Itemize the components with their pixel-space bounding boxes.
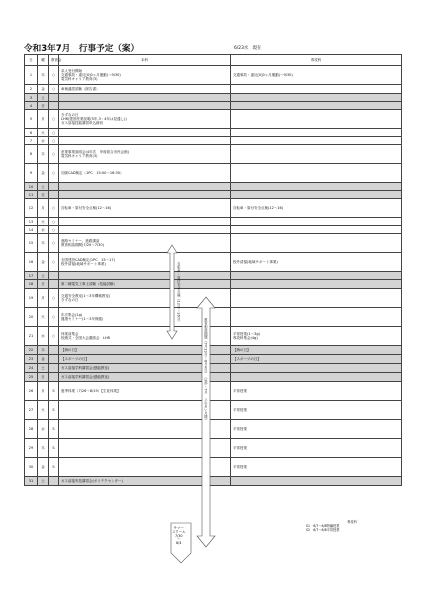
weekday-cell: 水 xyxy=(38,420,49,439)
main-course-cell xyxy=(59,129,231,137)
day-cell: 3 xyxy=(25,94,38,102)
table-row xyxy=(25,183,402,191)
main-course-cell xyxy=(59,164,231,183)
legend-title: 専攻科 xyxy=(347,520,357,524)
table-row xyxy=(25,218,402,226)
teacher-cell: ○ xyxy=(49,66,59,85)
main-course-cell xyxy=(59,85,231,94)
teacher-cell: S xyxy=(49,439,59,458)
advanced-course-cell xyxy=(231,382,402,401)
advanced-course-cell xyxy=(231,280,402,289)
table-row xyxy=(25,110,402,129)
event-line: 【海の日】 xyxy=(233,348,251,352)
main-course-cell xyxy=(59,66,231,85)
weekday-cell: 水 xyxy=(38,327,49,346)
advanced-course-cell xyxy=(231,253,402,272)
day-cell: 2 xyxy=(25,85,38,94)
weekday-cell: 木 xyxy=(38,346,49,355)
weekday-cell: 金 xyxy=(38,458,49,477)
teacher-cell xyxy=(49,364,59,373)
teacher-cell: ○ xyxy=(49,226,59,234)
event-line: 【スポーツの日】 xyxy=(233,357,261,361)
event-line: 平常授業(1～3g) xyxy=(233,332,260,336)
as-of-date: 6/23水 現在 xyxy=(234,46,262,51)
day-cell: 13 xyxy=(25,218,38,226)
teacher-cell: ○ xyxy=(49,145,59,164)
weekday-cell: 木 xyxy=(38,234,49,253)
teacher-cell: S xyxy=(49,420,59,439)
table-row xyxy=(25,272,402,280)
day-cell: 24 xyxy=(25,364,38,373)
teacher-cell xyxy=(49,280,59,289)
summer-school-note xyxy=(172,527,186,546)
event-line: 校納式・全国大会激励会 LHR xyxy=(61,336,111,340)
day-cell: 8 xyxy=(25,145,38,164)
day-cell: 14 xyxy=(25,226,38,234)
table-row xyxy=(25,102,402,110)
event-line: 交通事故・違反[0]0ヵ月運動(～9/30) xyxy=(61,73,121,77)
advanced-course-cell xyxy=(231,102,402,110)
event-line: 専攻科集会(4g) xyxy=(233,336,258,340)
advanced-course-cell xyxy=(231,289,402,308)
table-row xyxy=(25,164,402,183)
summer-line: 7/30 xyxy=(174,533,183,538)
event-line: 平常授業 xyxy=(233,408,247,412)
weekday-cell: 火 xyxy=(38,218,49,226)
table-row xyxy=(25,226,402,234)
event-line: 初級CAD検定（1PC 15:00～16:30） xyxy=(61,171,124,175)
advanced-course-cell xyxy=(231,183,402,191)
weekday-cell: 金 xyxy=(38,355,49,364)
page-title: 令和3年7月 行事予定（案） xyxy=(24,44,140,54)
weekday-cell: 土 xyxy=(38,94,49,102)
main-course-cell xyxy=(59,234,231,253)
arrow2-note: 教育相談期間（7月20日～8月4日） （3部～7月 ふれあい月間） xyxy=(203,318,208,423)
advanced-course-cell xyxy=(231,218,402,226)
day-cell: 22 xyxy=(25,346,38,355)
teacher-cell: ○ xyxy=(49,137,59,145)
table-row xyxy=(25,94,402,102)
main-course-cell xyxy=(59,145,231,164)
advanced-course-cell xyxy=(231,226,402,234)
weekday-cell: 土 xyxy=(38,364,49,373)
event-line: 求人受付開始 xyxy=(61,69,82,73)
teacher-cell: ○ xyxy=(49,234,59,253)
main-course-cell xyxy=(59,218,231,226)
table-header-row xyxy=(25,55,402,66)
main-course-cell xyxy=(59,137,231,145)
event-line: 平常授業 xyxy=(233,446,247,450)
weekday-cell: 金 xyxy=(38,164,49,183)
day-cell: 29 xyxy=(25,439,38,458)
advanced-course-cell xyxy=(231,66,402,85)
event-line: 電気科キャリア教育(3) xyxy=(61,77,98,81)
event-line: ガス溶接実技講習会(ポリテクセンター) xyxy=(61,479,123,483)
weekday-cell: 土 xyxy=(38,272,49,280)
header-weekday: 曜 xyxy=(38,55,49,66)
advanced-course-cell xyxy=(231,373,402,382)
advanced-course-cell xyxy=(231,110,402,129)
day-cell: 16 xyxy=(25,253,38,272)
header-day: 日 xyxy=(25,55,38,66)
teacher-cell: S xyxy=(49,401,59,420)
weekday-cell: 日 xyxy=(38,373,49,382)
teacher-cell: ○ xyxy=(49,110,59,129)
event-line: 休業前集会 xyxy=(61,332,79,336)
day-cell: 21 xyxy=(25,327,38,346)
event-line: 【スポーツの日】 xyxy=(61,357,89,361)
day-cell: 30 xyxy=(25,458,38,477)
advanced-course-cell xyxy=(231,199,402,218)
teacher-cell: ○ xyxy=(49,129,59,137)
summer-line: スクール xyxy=(172,529,186,534)
header-advanced-course: 専攻科 xyxy=(231,55,402,66)
teacher-cell: ○ xyxy=(49,164,59,183)
event-line: 産業事業説明会(4年次 甲府総合市民会館) xyxy=(61,150,129,154)
day-cell: 27 xyxy=(25,401,38,420)
day-cell: 25 xyxy=(25,373,38,382)
day-cell: 18 xyxy=(25,280,38,289)
event-line: 校外清掃(地域サポート事業) xyxy=(233,260,278,264)
event-line: きずなの日 xyxy=(61,298,79,302)
weekday-cell: 火 xyxy=(38,401,49,420)
teacher-cell xyxy=(49,373,59,382)
weekday-cell: 月 xyxy=(38,289,49,308)
weekday-cell: 火 xyxy=(38,308,49,327)
event-line: 交通事故・違反[0]0ヵ月運動(～9/30) xyxy=(233,73,293,77)
weekday-cell: 木 xyxy=(38,66,49,85)
main-course-cell xyxy=(59,102,231,110)
advanced-course-cell xyxy=(231,129,402,137)
advanced-course-cell xyxy=(231,477,402,486)
teacher-cell xyxy=(49,355,59,364)
weekday-cell: 火 xyxy=(38,129,49,137)
legend-line: S1 6/7～6/8特編授業 xyxy=(306,523,340,528)
teacher-cell: ○ xyxy=(49,85,59,94)
teacher-cell xyxy=(49,94,59,102)
advanced-course-cell xyxy=(231,355,402,364)
event-line: 車検適認試験（除告書） xyxy=(61,87,100,91)
day-cell: 12 xyxy=(25,199,38,218)
teacher-cell: ○ xyxy=(49,218,59,226)
weekday-cell: 金 xyxy=(38,253,49,272)
teacher-cell: ○ xyxy=(49,199,59,218)
summer-line: サマー xyxy=(173,526,184,530)
day-cell: 17 xyxy=(25,272,38,280)
main-course-cell xyxy=(59,199,231,218)
table-row xyxy=(25,280,402,289)
event-line: 進路セミナー、進路講話 xyxy=(61,239,100,243)
advanced-course-cell xyxy=(231,85,402,94)
event-line: 教育相談期間(7/20～7/30) xyxy=(61,243,104,247)
advanced-course-cell xyxy=(231,439,402,458)
advanced-course-cell xyxy=(231,327,402,346)
event-line: 校外清掃(地域サポート事業) xyxy=(61,262,106,266)
main-course-cell xyxy=(59,110,231,129)
day-cell: 15 xyxy=(25,234,38,253)
table-row xyxy=(25,199,402,218)
advanced-course-cell xyxy=(231,364,402,373)
event-line: ガス溶接学科講習会(感能教室) xyxy=(61,366,110,370)
table-row xyxy=(25,145,402,164)
day-cell: 10 xyxy=(25,183,38,191)
event-line: 自転車・原付安全点検(12～16) xyxy=(61,206,112,210)
teacher-cell xyxy=(49,183,59,191)
day-cell: 31 xyxy=(25,477,38,486)
event-line: 交通安全教室(1～3年機械教室) xyxy=(61,294,111,298)
weekday-cell: 月 xyxy=(38,110,49,129)
teacher-cell: ○ xyxy=(49,308,59,327)
main-course-cell xyxy=(59,272,231,280)
day-cell: 20 xyxy=(25,308,38,327)
teacher-cell: ○ xyxy=(49,327,59,346)
table-row xyxy=(25,191,402,199)
day-cell: 1 xyxy=(25,66,38,85)
advanced-course-cell xyxy=(231,401,402,420)
event-line: 平常授業 xyxy=(233,389,247,393)
advanced-course-cell xyxy=(231,94,402,102)
arrow1-note: 自転車・原付安全点検（12日～16日） xyxy=(176,262,181,324)
legend-line: S2 6/7～6/8平常授業 xyxy=(306,527,340,532)
day-cell: 9 xyxy=(25,164,38,183)
day-cell: 28 xyxy=(25,420,38,439)
day-cell: 5 xyxy=(25,110,38,129)
event-line: 【海の日】 xyxy=(61,348,79,352)
event-line: 年次集会(1g) xyxy=(61,313,83,317)
header-teacher: 教育会 xyxy=(49,55,59,66)
day-cell: 19 xyxy=(25,289,38,308)
main-course-cell xyxy=(59,94,231,102)
summer-line: 8/4 xyxy=(176,541,182,546)
weekday-cell: 土 xyxy=(38,477,49,486)
event-line: ガス溶接学科講習会(感能教室) xyxy=(61,375,110,379)
teacher-cell xyxy=(49,272,59,280)
advanced-course-cell xyxy=(231,272,402,280)
teacher-cell: S xyxy=(49,382,59,401)
main-course-cell xyxy=(59,280,231,289)
table-row xyxy=(25,66,402,85)
day-cell: 4 xyxy=(25,102,38,110)
teacher-cell: ○ xyxy=(49,253,59,272)
weekday-cell: 日 xyxy=(38,102,49,110)
main-course-cell xyxy=(59,183,231,191)
table-row xyxy=(25,137,402,145)
teacher-cell xyxy=(49,191,59,199)
advanced-course-legend xyxy=(306,521,398,532)
summer-line: ～ xyxy=(177,537,181,542)
event-line: 夏季休業（7/26～8/19）【生徒休業】 xyxy=(61,389,121,393)
weekday-cell: 日 xyxy=(38,280,49,289)
day-cell: 6 xyxy=(25,129,38,137)
day-cell: 26 xyxy=(25,382,38,401)
event-line: LHR(建設産業説明(5年,3・4年は見通し)) xyxy=(61,117,127,121)
weekday-cell: 金 xyxy=(38,85,49,94)
header-main-course: 本科 xyxy=(59,55,231,66)
table-row xyxy=(25,85,402,94)
event-line: きずなの日 xyxy=(61,113,79,117)
event-line: 電気科キャリア教育(3) xyxy=(61,154,98,158)
advanced-course-cell xyxy=(231,308,402,327)
weekday-cell: 土 xyxy=(38,183,49,191)
event-line: 平常授業 xyxy=(233,427,247,431)
advanced-course-cell xyxy=(231,458,402,477)
event-line: 平常授業 xyxy=(233,465,247,469)
weekday-cell: 木 xyxy=(38,439,49,458)
teacher-cell: ○ xyxy=(49,289,59,308)
day-cell: 11 xyxy=(25,191,38,199)
table-row xyxy=(25,234,402,253)
teacher-cell: S xyxy=(49,458,59,477)
event-line: ガス溶接技能講習申込締切 xyxy=(61,121,103,125)
event-line: 全国建設CAD検定(1PC 15～17) xyxy=(61,258,115,262)
weekday-cell: 日 xyxy=(38,191,49,199)
advanced-course-cell xyxy=(231,346,402,355)
event-line: 健康セミナー(1～3年保健) xyxy=(61,317,104,321)
advanced-course-cell xyxy=(231,137,402,145)
teacher-cell xyxy=(49,102,59,110)
table-row xyxy=(25,253,402,272)
main-course-cell xyxy=(59,226,231,234)
main-course-cell xyxy=(59,191,231,199)
weekday-cell: 木 xyxy=(38,145,49,164)
day-cell: 7 xyxy=(25,137,38,145)
event-line: 自転車・原付安全点検(12～16) xyxy=(233,206,284,210)
advanced-course-cell xyxy=(231,234,402,253)
teacher-cell xyxy=(49,477,59,486)
advanced-course-cell xyxy=(231,164,402,183)
event-line: 第二種電気工事士試験（技能試験） xyxy=(61,282,117,286)
advanced-course-cell xyxy=(231,191,402,199)
main-course-cell xyxy=(59,253,231,272)
weekday-cell: 水 xyxy=(38,137,49,145)
weekday-cell: 月 xyxy=(38,382,49,401)
teacher-cell xyxy=(49,346,59,355)
advanced-course-cell xyxy=(231,145,402,164)
weekday-cell: 月 xyxy=(38,199,49,218)
day-cell: 23 xyxy=(25,355,38,364)
weekday-cell: 水 xyxy=(38,226,49,234)
table-row xyxy=(25,129,402,137)
advanced-course-cell xyxy=(231,420,402,439)
